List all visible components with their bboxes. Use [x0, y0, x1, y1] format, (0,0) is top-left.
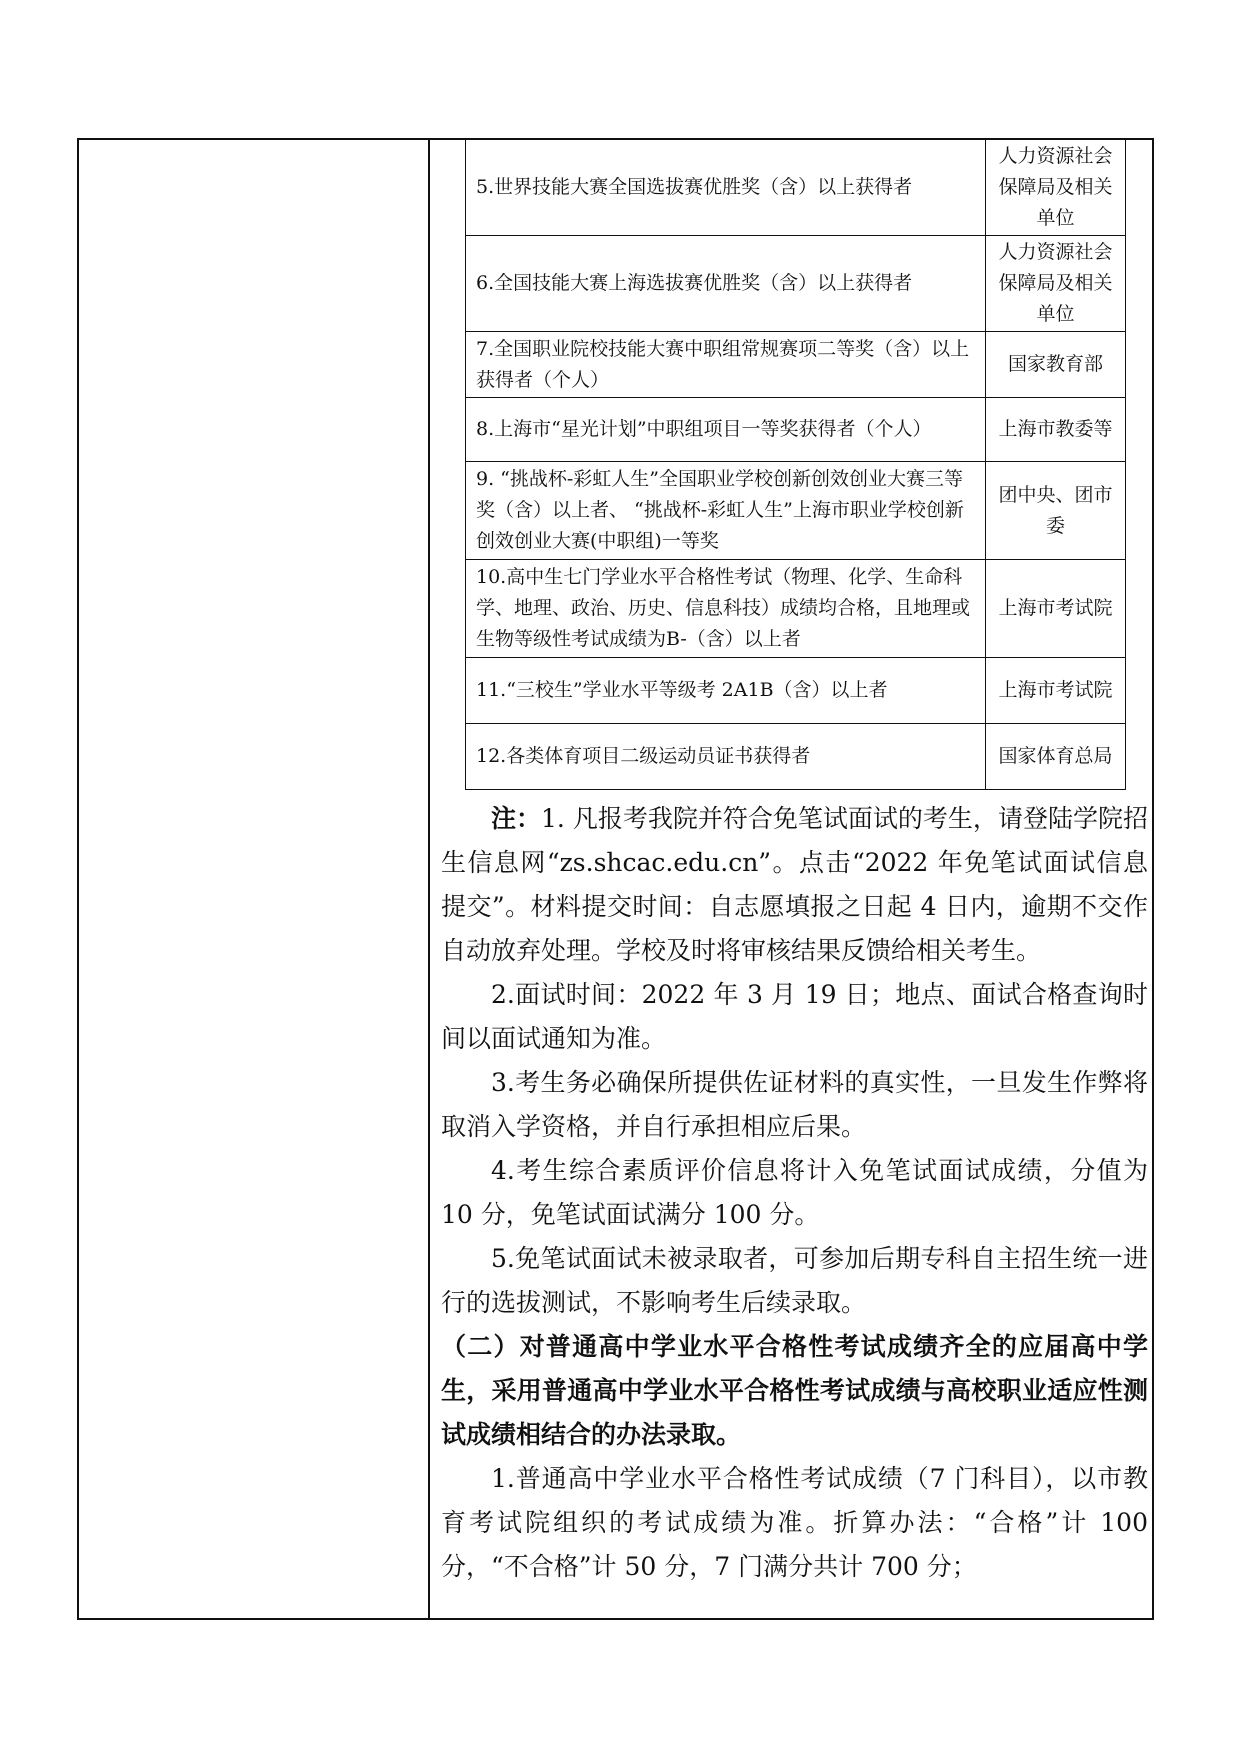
award-org: 人力资源社会保障局及相关单位 — [986, 140, 1126, 236]
award-row — [466, 560, 1126, 658]
award-item: 12.各类体育项目二级运动员证书获得者 — [466, 724, 986, 790]
note-1-text: 1. 凡报考我院并符合免笔试面试的考生，请登陆学院招生信息网“zs.shcac.edu.cn”。点击“2022 年免笔试面试信息提交”。材料提交时间：自志愿填报之日起 4 日内，逾期不交作自动放弃处理。学校及时将审核结果反馈给相关考生。 — [441, 804, 1148, 965]
column-divider — [428, 138, 430, 1620]
award-item: 10.高中生七门学业水平合格性考试（物理、化学、生命科学、地理、政治、历史、信息科技）成绩均合格，且地理或生物等级性考试成绩为B-（含）以上者 — [466, 560, 986, 658]
award-item: 7.全国职业院校技能大赛中职组常规赛项二等奖（含）以上获得者（个人） — [466, 332, 986, 398]
award-row — [466, 658, 1126, 724]
award-row — [466, 724, 1126, 790]
award-org: 上海市教委等 — [986, 398, 1126, 462]
award-row — [466, 398, 1126, 462]
award-item: 5.世界技能大赛全国选拔赛优胜奖（含）以上获得者 — [466, 140, 986, 236]
award-org: 团中央、团市委 — [986, 462, 1126, 560]
award-row — [466, 332, 1126, 398]
section-2-paragraph-1: 1.普通高中学业水平合格性考试成绩（7 门科目），以市教育考试院组织的考试成绩为准。折算办法：“合格”计 100 分，“不合格”计 50 分，7 门满分共计 700 分； — [441, 1464, 1148, 1581]
note-5: 5.免笔试面试未被录取者，可参加后期专科自主招生统一进行的选拔测试，不影响考生后续录取。 — [441, 1244, 1148, 1317]
award-item: 6.全国技能大赛上海选拔赛优胜奖（含）以上获得者 — [466, 236, 986, 332]
section-2-heading: （二）对普通高中学业水平合格性考试成绩齐全的应届高中学生，采用普通高中学业水平合格性考试成绩与高校职业适应性测试成绩相结合的办法录取。 — [441, 1332, 1148, 1449]
award-row — [466, 462, 1126, 560]
note-1 — [441, 797, 1148, 973]
award-item: 9. “挑战杯-彩虹人生”全国职业学校创新创效创业大赛三等奖（含）以上者、 “挑战杯-彩虹人生”上海市职业学校创新创效创业大赛(中职组)一等奖 — [466, 462, 986, 560]
award-org: 国家体育总局 — [986, 724, 1126, 790]
note-4: 4.考生综合素质评价信息将计入免笔试面试成绩，分值为 10 分，免笔试面试满分 100 分。 — [441, 1156, 1148, 1229]
awards-table — [465, 139, 1126, 790]
award-item: 11.“三校生”学业水平等级考 2A1B（含）以上者 — [466, 658, 986, 724]
award-org: 人力资源社会保障局及相关单位 — [986, 236, 1126, 332]
award-org: 上海市考试院 — [986, 658, 1126, 724]
award-row — [466, 140, 1126, 236]
award-item: 8.上海市“星光计划”中职组项目一等奖获得者（个人） — [466, 398, 986, 462]
note-2: 2.面试时间：2022 年 3 月 19 日；地点、面试合格查询时间以面试通知为准。 — [441, 980, 1148, 1053]
notes-section — [441, 797, 1148, 1589]
award-row — [466, 236, 1126, 332]
award-org: 国家教育部 — [986, 332, 1126, 398]
award-org: 上海市考试院 — [986, 560, 1126, 658]
note-label: 注： — [491, 804, 542, 833]
note-3: 3.考生务必确保所提供佐证材料的真实性，一旦发生作弊将取消入学资格，并自行承担相应后果。 — [441, 1068, 1148, 1141]
